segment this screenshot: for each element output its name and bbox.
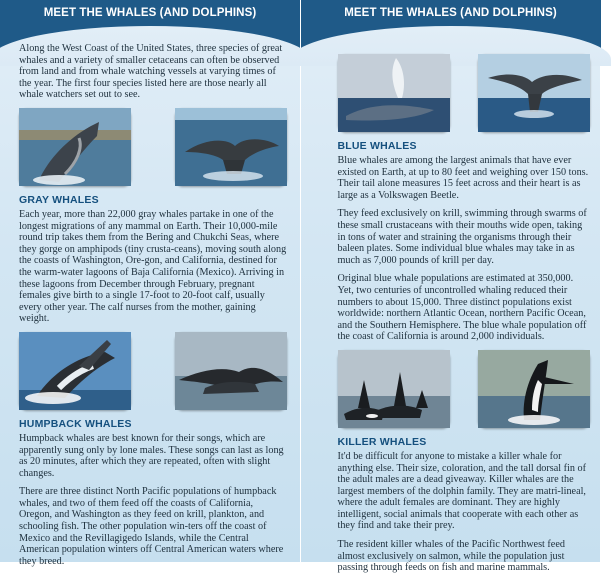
right-page-title: MEET THE WHALES (AND DOLPHINS) [344, 7, 557, 19]
gray-whales-paragraph: Each year, more than 22,000 gray whales partake in one of the longest migrations of any mammal on Earth. Their 10,000-mile round trip takes them from the Bering and Chukchi Seas, where they gorge on amphipods (tiny crusta-ceans), moving south along the coasts of Washington, Ore-gon, and California, destined for the warm-water lagoons of Baja California (Mexico). Arriving in these lagoons from December through February, pregnant females give birth to a single 17-foot to 20-foot calf, usually every other year. The calf nurses from the mother, gaining weight. [19, 208, 287, 325]
blue-whale-spout-photo [338, 54, 450, 132]
left-page [0, 0, 300, 567]
right-content [338, 48, 590, 581]
right-page [300, 0, 601, 574]
right-header-banner [301, 0, 601, 48]
humpback-whale-photos [19, 332, 287, 410]
gray-whales-heading: GRAY WHALES [19, 193, 99, 206]
humpback-paragraph-2: There are three distinct North Pacific populations of humpback whales, and two of them feed off the coasts of California, Oregon, and Washington as they feed on krill, plankton, and schooling fish. The other population win-ters off the coast of Mexico and the Revillagigedo Islands, while the Central American population winters off Central American waters where they breed. [19, 486, 284, 567]
intro-paragraph: Along the West Coast of the United States, three species of great whales and a variety of smaller cetaceans can often be observed from land and from whale watching vessels at varying times of the year. The first four species listed here are those nearly all whale watchers set out to see. [19, 43, 283, 101]
killer-paragraph-2: The resident killer whales of the Pacific Northwest feed almost exclusively on salmon, while the population just passing through feeds on fish and marine mammals. [337, 539, 565, 574]
gray-whale-tail-photo [175, 108, 287, 186]
orca-breach-photo [478, 350, 590, 428]
humpback-fluke-photo [175, 332, 287, 410]
left-content [19, 43, 287, 574]
humpback-breach-photo [19, 332, 131, 410]
left-page-title: MEET THE WHALES (AND DOLPHINS) [43, 7, 257, 19]
killer-whale-photos [338, 350, 590, 428]
killer-paragraph-1: It'd be difficult for anyone to mistake a killer whale for anything else. Their size, coloration, and the tall dorsal fin of the adult males are a dead giveaway. Killer whales are the largest members of the dolphin family. They are matri-lineal, where the adult females are dominant. They are highly intelligent, social animals that cooperate with each other as they find and take their prey. [337, 450, 586, 532]
blue-paragraph-1: Blue whales are among the largest animals that have ever existed on Earth, at up to 80 feet and weighing over 150 tons. Their tail alone measures 15 feet across and their heart is as large as a Volkswagen Beetle. [337, 155, 589, 201]
left-header-banner [0, 0, 300, 48]
gray-whale-photos [19, 108, 287, 186]
gray-whale-breach-photo [19, 108, 131, 186]
blue-paragraph-2: They feed exclusively on krill, swimming through swarms of these small crustaceans with their mouths wide open, taking in tons of water and straining the organisms through their baleen plates. Some individual blue whales may take in as much as 7,000 pounds of krill per day. [337, 208, 587, 266]
humpback-paragraph-1: Humpback whales are best known for their songs, which are apparently sung only by lone males. These songs can last as long as 20 minutes, after which they are repeated, often with slight changes. [19, 432, 284, 479]
blue-whale-tail-photo [478, 54, 590, 132]
blue-paragraph-3: Original blue whale populations are estimated at 350,000. Yet, two centuries of uncontrolled whaling reduced their numbers to about 15,000. Three distinct populations exist worldwide: northern Atlantic Ocean, northern Pacific Ocean, and the Southern Hemisphere. The blue whale population off the coast of California is around 2,000 individuals. [337, 273, 587, 343]
blue-whale-photos [338, 54, 590, 132]
humpback-whales-heading: HUMPBACK WHALES [19, 417, 132, 430]
orca-pod-photo [338, 350, 450, 428]
killer-whales-heading: KILLER WHALES [337, 435, 427, 448]
blue-whales-heading: BLUE WHALES [337, 140, 417, 152]
